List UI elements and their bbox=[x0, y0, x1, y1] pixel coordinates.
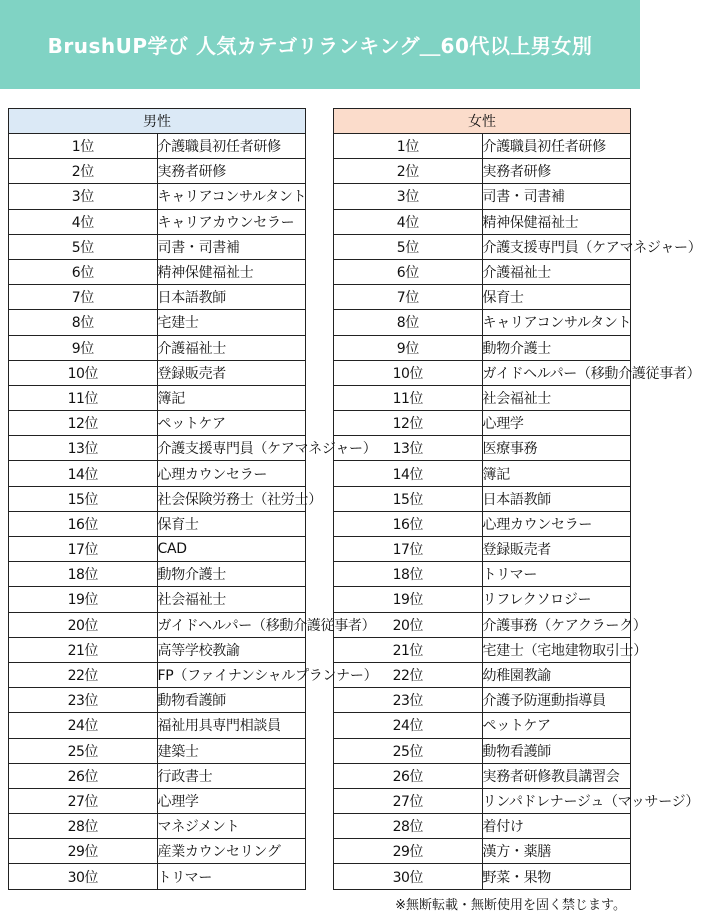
rank-number: 4位 bbox=[334, 209, 483, 234]
rank-number: 29位 bbox=[334, 839, 483, 864]
table-row bbox=[9, 486, 306, 511]
table-row bbox=[334, 486, 631, 511]
category-name: FP（ファイナンシャルプランナー） bbox=[157, 662, 306, 687]
category-name: キャリアコンサルタント bbox=[482, 310, 631, 335]
rank-number: 13位 bbox=[334, 436, 483, 461]
table-row bbox=[9, 209, 306, 234]
category-name: 保育士 bbox=[482, 285, 631, 310]
category-name: 司書・司書補 bbox=[482, 184, 631, 209]
table-row bbox=[9, 612, 306, 637]
table-row bbox=[334, 234, 631, 259]
rank-number: 9位 bbox=[9, 335, 158, 360]
category-name: 日本語教師 bbox=[482, 486, 631, 511]
table-row bbox=[334, 159, 631, 184]
rank-number: 2位 bbox=[9, 159, 158, 184]
category-name: 介護予防運動指導員 bbox=[482, 688, 631, 713]
table-row bbox=[9, 411, 306, 436]
male-table-header-row bbox=[9, 109, 306, 134]
rank-number: 10位 bbox=[334, 360, 483, 385]
table-row bbox=[9, 662, 306, 687]
rank-number: 28位 bbox=[9, 814, 158, 839]
rank-number: 6位 bbox=[334, 259, 483, 284]
copyright-note: ※無断転載・無断使用を固く禁じます。 bbox=[395, 898, 626, 913]
category-name: 実務者研修 bbox=[482, 159, 631, 184]
rank-number: 18位 bbox=[334, 562, 483, 587]
category-name: 簿記 bbox=[157, 385, 306, 410]
table-row bbox=[9, 511, 306, 536]
rank-number: 27位 bbox=[334, 788, 483, 813]
rank-number: 10位 bbox=[9, 360, 158, 385]
category-name: リンパドレナージュ（マッサージ） bbox=[482, 788, 631, 813]
table-row bbox=[9, 259, 306, 284]
rank-number: 14位 bbox=[9, 461, 158, 486]
header-banner bbox=[0, 0, 640, 89]
rank-number: 21位 bbox=[334, 637, 483, 662]
table-row bbox=[9, 335, 306, 360]
category-name: マネジメント bbox=[157, 814, 306, 839]
rank-number: 15位 bbox=[334, 486, 483, 511]
category-name: 動物看護師 bbox=[482, 738, 631, 763]
table-row bbox=[334, 461, 631, 486]
category-name: 介護支援専門員（ケアマネジャー） bbox=[482, 234, 631, 259]
category-name: 医療事務 bbox=[482, 436, 631, 461]
rank-number: 4位 bbox=[9, 209, 158, 234]
category-name: 社会福祉士 bbox=[157, 587, 306, 612]
category-name: 動物介護士 bbox=[482, 335, 631, 360]
table-row bbox=[334, 335, 631, 360]
rank-number: 7位 bbox=[334, 285, 483, 310]
rank-number: 7位 bbox=[9, 285, 158, 310]
category-name: 介護福祉士 bbox=[157, 335, 306, 360]
category-name: 実務者研修 bbox=[157, 159, 306, 184]
category-name: 司書・司書補 bbox=[157, 234, 306, 259]
rank-number: 6位 bbox=[9, 259, 158, 284]
table-row bbox=[334, 738, 631, 763]
rank-number: 14位 bbox=[334, 461, 483, 486]
category-name: 簿記 bbox=[482, 461, 631, 486]
table-row bbox=[334, 436, 631, 461]
table-row bbox=[9, 385, 306, 410]
table-row bbox=[9, 461, 306, 486]
rank-number: 26位 bbox=[334, 763, 483, 788]
rank-number: 8位 bbox=[334, 310, 483, 335]
rank-number: 1位 bbox=[9, 134, 158, 159]
category-name: 実務者研修教員講習会 bbox=[482, 763, 631, 788]
rank-number: 25位 bbox=[334, 738, 483, 763]
table-row bbox=[334, 537, 631, 562]
rank-number: 11位 bbox=[9, 385, 158, 410]
table-row bbox=[334, 184, 631, 209]
category-name: 心理カウンセラー bbox=[157, 461, 306, 486]
category-name: リフレクソロジー bbox=[482, 587, 631, 612]
rank-number: 3位 bbox=[334, 184, 483, 209]
table-row bbox=[9, 360, 306, 385]
table-row bbox=[9, 637, 306, 662]
rank-number: 19位 bbox=[9, 587, 158, 612]
rank-number: 16位 bbox=[9, 511, 158, 536]
table-row bbox=[334, 788, 631, 813]
male-ranking-table bbox=[8, 108, 378, 890]
table-row bbox=[9, 234, 306, 259]
female-table-header-row bbox=[334, 109, 631, 134]
category-name: 動物介護士 bbox=[157, 562, 306, 587]
category-name: 登録販売者 bbox=[482, 537, 631, 562]
rank-number: 20位 bbox=[9, 612, 158, 637]
category-name: 日本語教師 bbox=[157, 285, 306, 310]
category-name: 動物看護師 bbox=[157, 688, 306, 713]
table-row bbox=[9, 562, 306, 587]
category-name: キャリアコンサルタント bbox=[157, 184, 306, 209]
table-row bbox=[334, 864, 631, 889]
table-row bbox=[334, 310, 631, 335]
rank-number: 30位 bbox=[334, 864, 483, 889]
category-name: 介護職員初任者研修 bbox=[157, 134, 306, 159]
category-name: CAD bbox=[157, 537, 306, 562]
rank-number: 28位 bbox=[334, 814, 483, 839]
category-name: 産業カウンセリング bbox=[157, 839, 306, 864]
rank-number: 12位 bbox=[9, 411, 158, 436]
rank-number: 27位 bbox=[9, 788, 158, 813]
table-row bbox=[9, 285, 306, 310]
category-name: 社会福祉士 bbox=[482, 385, 631, 410]
table-row bbox=[9, 814, 306, 839]
category-name: 高等学校教諭 bbox=[157, 637, 306, 662]
category-name: 幼稚園教諭 bbox=[482, 662, 631, 687]
rank-number: 29位 bbox=[9, 839, 158, 864]
rank-number: 23位 bbox=[9, 688, 158, 713]
table-row bbox=[334, 688, 631, 713]
table-row bbox=[9, 763, 306, 788]
table-row bbox=[9, 788, 306, 813]
table-row bbox=[334, 839, 631, 864]
table-row bbox=[9, 864, 306, 889]
category-name: 介護福祉士 bbox=[482, 259, 631, 284]
table-row bbox=[334, 285, 631, 310]
category-name: 宅建士（宅地建物取引士） bbox=[482, 637, 631, 662]
male-heading: 男性 bbox=[9, 109, 306, 134]
rank-number: 8位 bbox=[9, 310, 158, 335]
rank-number: 26位 bbox=[9, 763, 158, 788]
category-name: 行政書士 bbox=[157, 763, 306, 788]
rank-number: 19位 bbox=[334, 587, 483, 612]
category-name: キャリアカウンセラー bbox=[157, 209, 306, 234]
table-row bbox=[334, 662, 631, 687]
page-title: BrushUP学び 人気カテゴリランキング＿60代以上男女別 bbox=[47, 34, 593, 58]
table-row bbox=[334, 637, 631, 662]
table-row bbox=[9, 184, 306, 209]
rank-number: 22位 bbox=[334, 662, 483, 687]
rank-number: 5位 bbox=[334, 234, 483, 259]
table-row bbox=[334, 587, 631, 612]
rank-number: 3位 bbox=[9, 184, 158, 209]
category-name: 野菜・果物 bbox=[482, 864, 631, 889]
rank-number: 25位 bbox=[9, 738, 158, 763]
table-row bbox=[334, 713, 631, 738]
male-table-body bbox=[9, 134, 378, 890]
category-name: トリマー bbox=[157, 864, 306, 889]
rank-number: 11位 bbox=[334, 385, 483, 410]
rank-number: 1位 bbox=[334, 134, 483, 159]
rank-number: 12位 bbox=[334, 411, 483, 436]
table-row bbox=[9, 688, 306, 713]
table-row bbox=[9, 839, 306, 864]
table-row bbox=[334, 134, 631, 159]
table-row bbox=[334, 814, 631, 839]
rank-number: 16位 bbox=[334, 511, 483, 536]
rank-number: 22位 bbox=[9, 662, 158, 687]
category-name: 福祉用具専門相談員 bbox=[157, 713, 306, 738]
table-row bbox=[9, 436, 306, 461]
table-row bbox=[334, 209, 631, 234]
table-row bbox=[334, 259, 631, 284]
rank-number: 15位 bbox=[9, 486, 158, 511]
category-name: 心理学 bbox=[157, 788, 306, 813]
category-name: 心理カウンセラー bbox=[482, 511, 631, 536]
rank-number: 21位 bbox=[9, 637, 158, 662]
rank-number: 30位 bbox=[9, 864, 158, 889]
table-row bbox=[334, 385, 631, 410]
category-name: 漢方・薬膳 bbox=[482, 839, 631, 864]
female-ranking-table bbox=[333, 108, 701, 890]
category-name: 精神保健福祉士 bbox=[482, 209, 631, 234]
rank-number: 17位 bbox=[334, 537, 483, 562]
rank-number: 23位 bbox=[334, 688, 483, 713]
table-row bbox=[334, 612, 631, 637]
table-row bbox=[9, 159, 306, 184]
category-name: 宅建士 bbox=[157, 310, 306, 335]
category-name: 介護職員初任者研修 bbox=[482, 134, 631, 159]
rank-number: 5位 bbox=[9, 234, 158, 259]
category-name: ガイドヘルパー（移動介護従事者） bbox=[157, 612, 306, 637]
category-name: 精神保健福祉士 bbox=[157, 259, 306, 284]
category-name: ペットケア bbox=[482, 713, 631, 738]
rank-number: 17位 bbox=[9, 537, 158, 562]
rank-number: 18位 bbox=[9, 562, 158, 587]
table-row bbox=[334, 511, 631, 536]
rank-number: 2位 bbox=[334, 159, 483, 184]
female-table-body bbox=[334, 134, 701, 890]
table-row bbox=[9, 587, 306, 612]
table-row bbox=[334, 411, 631, 436]
category-name: ガイドヘルパー（移動介護従事者） bbox=[482, 360, 631, 385]
rank-number: 24位 bbox=[334, 713, 483, 738]
table-row bbox=[9, 310, 306, 335]
category-name: 社会保険労務士（社労士） bbox=[157, 486, 306, 511]
table-row bbox=[334, 360, 631, 385]
table-row bbox=[334, 763, 631, 788]
category-name: 介護支援専門員（ケアマネジャー） bbox=[157, 436, 306, 461]
category-name: 着付け bbox=[482, 814, 631, 839]
category-name: 心理学 bbox=[482, 411, 631, 436]
table-row bbox=[9, 134, 306, 159]
table-row bbox=[334, 562, 631, 587]
rank-number: 24位 bbox=[9, 713, 158, 738]
table-row bbox=[9, 713, 306, 738]
rank-number: 13位 bbox=[9, 436, 158, 461]
female-heading: 女性 bbox=[334, 109, 631, 134]
rank-number: 20位 bbox=[334, 612, 483, 637]
table-row bbox=[9, 537, 306, 562]
table-row bbox=[9, 738, 306, 763]
category-name: 保育士 bbox=[157, 511, 306, 536]
category-name: トリマー bbox=[482, 562, 631, 587]
category-name: 登録販売者 bbox=[157, 360, 306, 385]
rank-number: 9位 bbox=[334, 335, 483, 360]
category-name: ペットケア bbox=[157, 411, 306, 436]
category-name: 建築士 bbox=[157, 738, 306, 763]
category-name: 介護事務（ケアクラーク） bbox=[482, 612, 631, 637]
